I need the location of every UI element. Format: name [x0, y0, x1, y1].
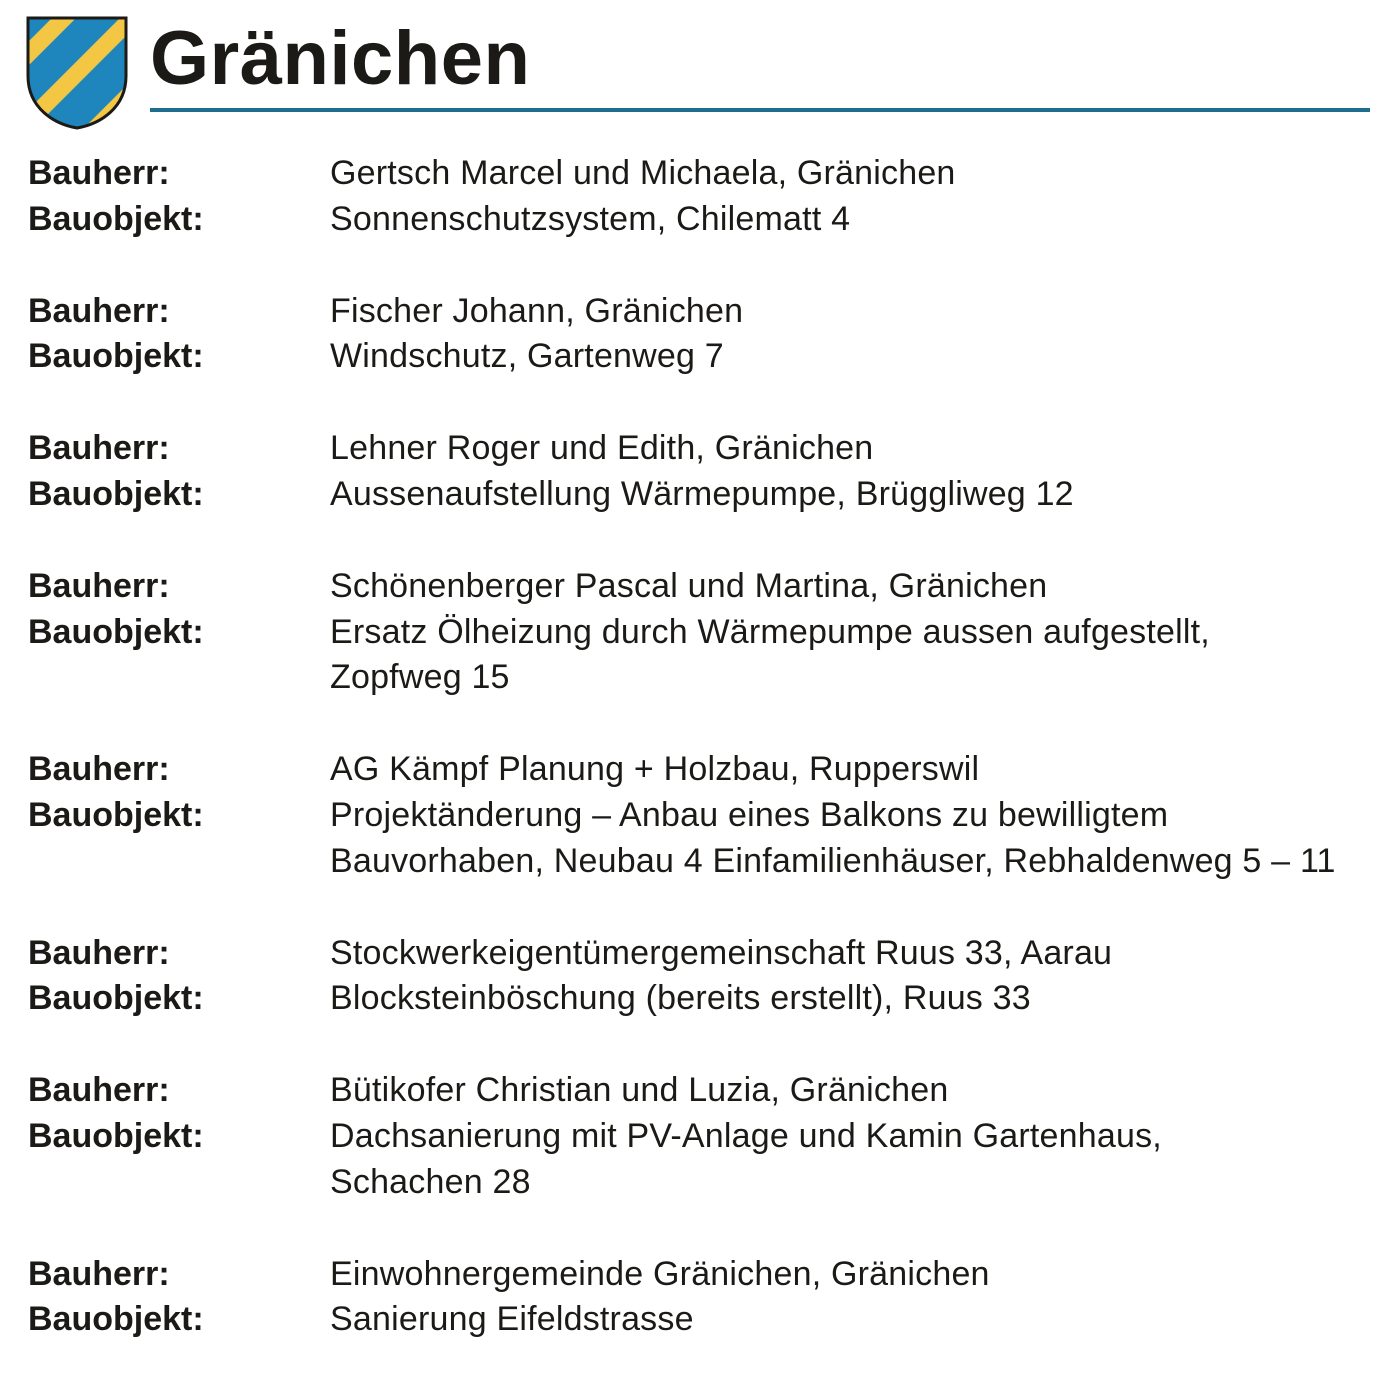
- object-value: [330, 1114, 1368, 1206]
- coat-of-arms-icon: [26, 16, 128, 130]
- object-row: [28, 793, 1368, 885]
- object-label: Bauobjekt:: [28, 795, 204, 834]
- owner-row: [28, 426, 1368, 472]
- object-value-line: Ersatz Ölheizung durch Wärmepumpe aussen aufgestellt,: [330, 612, 1210, 651]
- object-value: [330, 472, 1368, 518]
- object-label: Bauobjekt:: [28, 199, 204, 238]
- object-row: [28, 334, 1368, 380]
- object-value: [330, 976, 1368, 1022]
- owner-value: AG Kämpf Planung + Holzbau, Rupperswil: [330, 750, 980, 789]
- object-label: Bauobjekt:: [28, 337, 204, 376]
- owner-row: [28, 931, 1368, 977]
- permit-entry: [28, 747, 1368, 884]
- permit-entry: [28, 564, 1368, 701]
- owner-row: [28, 289, 1368, 335]
- object-label: Bauobjekt:: [28, 474, 204, 513]
- object-label: Bauobjekt:: [28, 979, 204, 1018]
- object-value-line: Bauvorhaben, Neubau 4 Einfamilienhäuser, Rebhaldenweg 5 – 11: [330, 841, 1336, 880]
- owner-label: Bauherr:: [28, 1071, 170, 1110]
- object-value: [330, 610, 1368, 702]
- permit-entry: [28, 426, 1368, 518]
- owner-row: [28, 151, 1368, 197]
- object-value-line: Sonnenschutzsystem, Chilematt 4: [330, 199, 851, 238]
- owner-row: [28, 1252, 1368, 1298]
- object-row: [28, 472, 1368, 518]
- object-value-line: Sanierung Eifeldstrasse: [330, 1300, 694, 1339]
- owner-row: [28, 564, 1368, 610]
- object-label: Bauobjekt:: [28, 612, 204, 651]
- object-row: [28, 197, 1368, 243]
- permit-entry: [28, 931, 1368, 1023]
- object-value: [330, 197, 1368, 243]
- object-value-line: Blocksteinböschung (bereits erstellt), Ruus 33: [330, 979, 1031, 1018]
- page-header: [0, 0, 1382, 130]
- object-row: [28, 1114, 1368, 1206]
- object-value-line: Zopfweg 15: [330, 658, 510, 697]
- owner-label: Bauherr:: [28, 291, 170, 330]
- owner-value: Bütikofer Christian und Luzia, Gränichen: [330, 1071, 949, 1110]
- object-value-line: Dachsanierung mit PV-Anlage und Kamin Gartenhaus,: [330, 1116, 1162, 1155]
- owner-value: Fischer Johann, Gränichen: [330, 291, 744, 330]
- object-value-line: Projektänderung – Anbau eines Balkons zu bewilligtem: [330, 795, 1169, 834]
- owner-value: Schönenberger Pascal und Martina, Gränichen: [330, 566, 1048, 605]
- permit-entry: [28, 1068, 1368, 1205]
- owner-row: [28, 747, 1368, 793]
- owner-value: Einwohnergemeinde Gränichen, Gränichen: [330, 1254, 990, 1293]
- object-label: Bauobjekt:: [28, 1116, 204, 1155]
- object-row: [28, 1297, 1368, 1343]
- object-value-line: Windschutz, Gartenweg 7: [330, 337, 724, 376]
- owner-value: Lehner Roger und Edith, Gränichen: [330, 429, 874, 468]
- permit-entry: [28, 151, 1368, 243]
- object-row: [28, 610, 1368, 702]
- owner-label: Bauherr:: [28, 933, 170, 972]
- title-divider: [150, 108, 1370, 112]
- owner-label: Bauherr:: [28, 429, 170, 468]
- object-value-line: Schachen 28: [330, 1162, 531, 1201]
- owner-value: Stockwerkeigentümergemeinschaft Ruus 33, Aarau: [330, 933, 1113, 972]
- owner-value: Gertsch Marcel und Michaela, Gränichen: [330, 154, 956, 192]
- object-value: [330, 1297, 1368, 1343]
- object-value: [330, 793, 1368, 885]
- building-permit-list: [28, 151, 1368, 1389]
- object-value: [330, 334, 1368, 380]
- object-label: Bauobjekt:: [28, 1300, 204, 1339]
- owner-label: Bauherr:: [28, 750, 170, 789]
- object-value-line: Aussenaufstellung Wärmepumpe, Brüggliweg 12: [330, 474, 1074, 513]
- permit-entry: [28, 1252, 1368, 1344]
- permit-entry: [28, 289, 1368, 381]
- owner-row: [28, 1068, 1368, 1114]
- page-title: Gränichen: [150, 16, 531, 101]
- object-row: [28, 976, 1368, 1022]
- owner-label: Bauherr:: [28, 154, 170, 192]
- owner-label: Bauherr:: [28, 1254, 170, 1293]
- owner-label: Bauherr:: [28, 566, 170, 605]
